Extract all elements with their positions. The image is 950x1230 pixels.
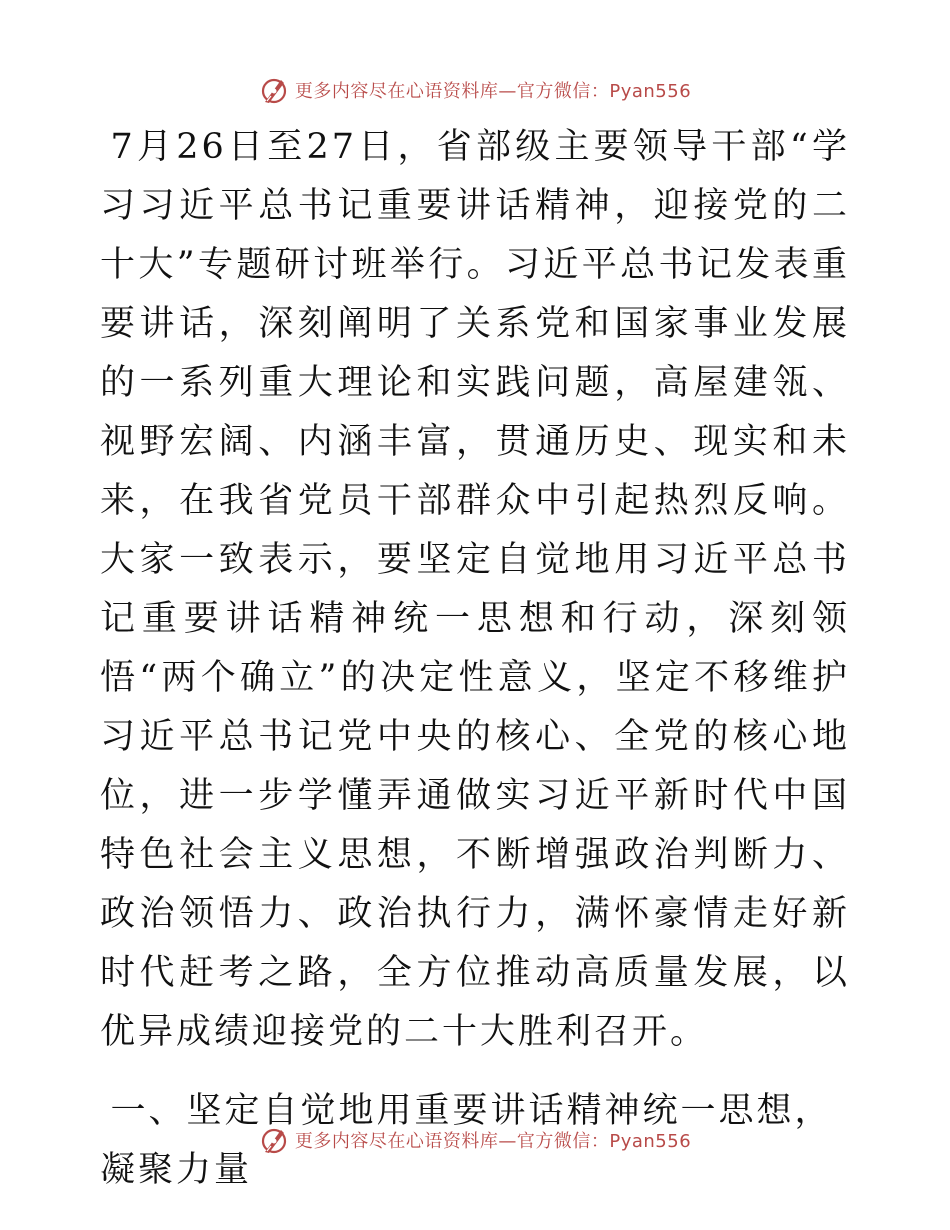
section-heading: 一、坚定自觉地用重要讲话精神统一思想，凝聚力量 — [100, 1091, 833, 1190]
quill-pen-circle-logo-icon — [259, 1125, 289, 1155]
quill-pen-circle-logo-icon — [259, 75, 289, 105]
document-body — [100, 118, 850, 1200]
footer-banner-text: 更多内容尽在心语资料库—官方微信：Pyan556 — [294, 1131, 692, 1152]
header-banner — [0, 70, 950, 110]
body-paragraph: 7月26日至27日，省部级主要领导干部“学习习近平总书记重要讲话精神，迎接党的二十大”专题研讨班举行。习近平总书记发表重要讲话，深刻阐明了关系党和国家事业发展的一系列重大理论和实践问题，高屋建瓴、视野宏阔、内涵丰富，贯通历史、现实和未来，在我省党员干部群众中引起热烈反响。大家一致表示，要坚定自觉地用习近平总书记重要讲话精神统一思想和行动，深刻领悟“两个确立”的决定性意义，坚定不移维护习近平总书记党中央的核心、全党的核心地位，进一步学懂弄通做实习近平新时代中国特色社会主义思想，不断增强政治判断力、政治领悟力、政治执行力，满怀豪情走好新时代赶考之路，全方位推动高质量发展，以优异成绩迎接党的二十大胜利召开。 — [100, 127, 850, 1052]
header-banner-text: 更多内容尽在心语资料库—官方微信：Pyan556 — [294, 81, 692, 102]
footer-banner — [0, 1120, 950, 1160]
